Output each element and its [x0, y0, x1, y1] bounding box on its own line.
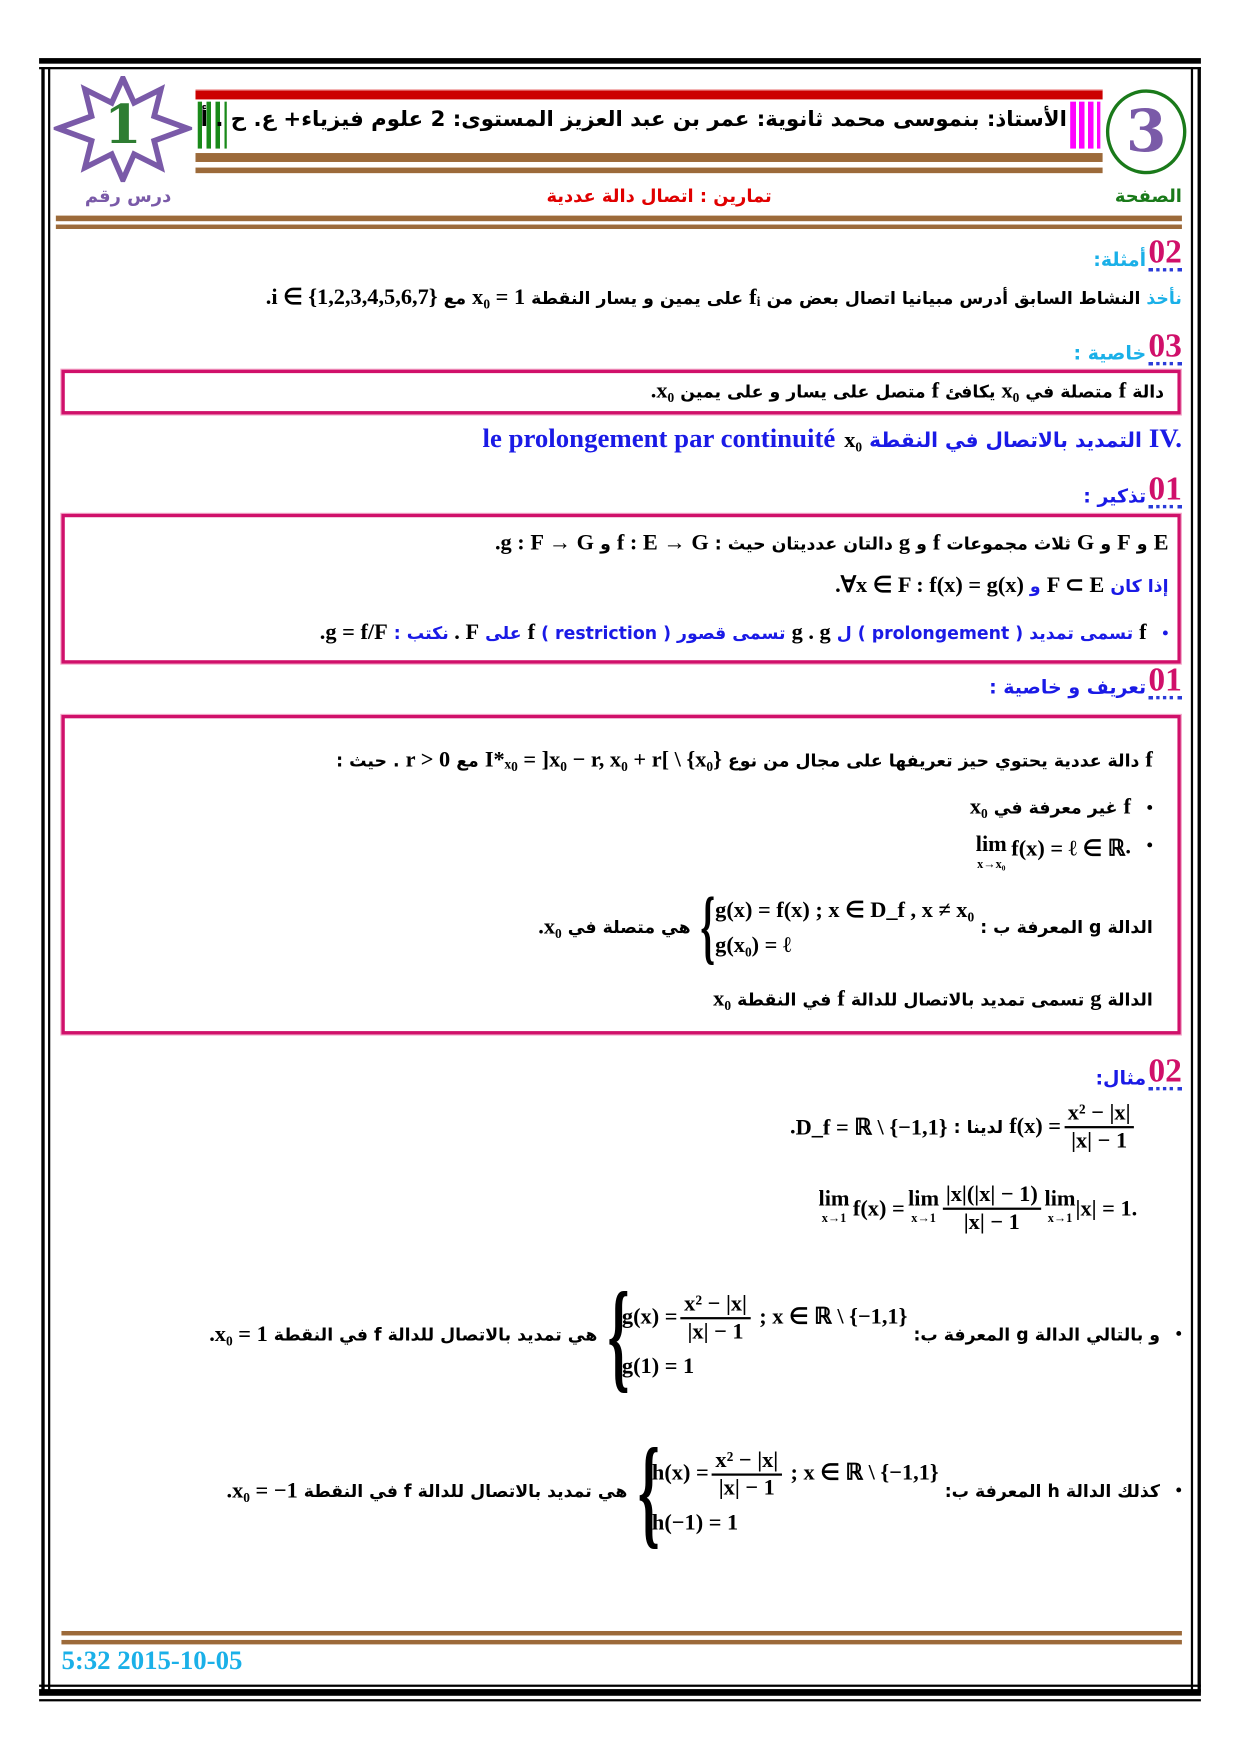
text: .: [265, 284, 272, 310]
math-text: x₀: [543, 914, 562, 939]
header-brown-bar: [195, 153, 1102, 162]
section-number: 01: [1148, 470, 1182, 508]
math-text: .: [220, 1478, 233, 1504]
text: |x| − 1: [718, 1475, 775, 1500]
header-brown-bar-2: [195, 168, 1102, 174]
math-text: f: [1123, 794, 1131, 819]
section-heading-example: [1095, 1052, 1182, 1091]
frame-right-rule: [1198, 67, 1201, 1692]
definition-bullet-1: [970, 794, 1153, 820]
math: f: [931, 378, 940, 404]
math-text: .: [532, 914, 544, 939]
text: |x|(|x| − 1): [942, 1182, 1041, 1210]
roman-numeral: IV.: [1148, 424, 1182, 454]
math: i ∈ {1,2,3,4,5,6,7}: [271, 284, 438, 310]
math-text: D_f = ℝ \ {−1,1}: [795, 1115, 948, 1141]
header-magenta-stripes: [1070, 102, 1100, 149]
text: هي تمديد بالاتصال للدالة f في النقطة: [297, 1481, 628, 1502]
math-group: [819, 1182, 1138, 1236]
text: إذا كان: [1104, 576, 1169, 597]
frame-right-rule-thin: [1191, 67, 1193, 1692]
footer-rule-2: [61, 1640, 1181, 1644]
math: x₀: [844, 427, 863, 453]
section-title: تذكير :: [1083, 485, 1147, 509]
math-group: [1064, 1100, 1133, 1154]
text: الدالة g المعرفة ب :: [974, 917, 1153, 938]
text: x→1: [911, 1212, 936, 1226]
math-text: .: [489, 530, 501, 556]
text: غير معرفة في: [987, 797, 1124, 818]
math-text: ∀x ∈ F : f(x) = g(x): [840, 573, 1024, 598]
text: x² − |x|: [1064, 1100, 1133, 1128]
math: fᵢ: [749, 284, 761, 310]
section-heading-property: [1073, 327, 1182, 366]
text: h(x) =: [651, 1460, 709, 1485]
brace-icon: {: [637, 1423, 660, 1560]
text: f(x) =: [852, 1195, 905, 1221]
header-bottom-rule: [56, 216, 1182, 222]
math-text: g = f/F: [325, 620, 388, 645]
text: متصلة في: [1019, 382, 1119, 403]
text: الدالة: [1101, 989, 1153, 1010]
math-group: [1044, 1186, 1076, 1229]
piecewise-system: [602, 1266, 908, 1404]
math-text: F ⊂ E: [1046, 573, 1105, 598]
math-text: g: [898, 530, 911, 556]
text: نأخذ: [1146, 288, 1182, 309]
text: .: [1131, 1195, 1138, 1221]
text: x→x₀: [977, 857, 1006, 872]
piecewise-system: [695, 881, 975, 974]
text: هي تمديد بالاتصال للدالة f في النقطة: [267, 1324, 598, 1346]
text: مع: [437, 288, 473, 309]
text: و: [1023, 576, 1047, 597]
section-number: 02: [1148, 233, 1182, 271]
bullet-icon: •: [1146, 836, 1153, 856]
text: g(1) = 1: [621, 1353, 695, 1378]
math-group: [622, 1291, 907, 1379]
bullet-icon: •: [1175, 1324, 1182, 1344]
math: x₀ = 1: [472, 284, 526, 310]
header-title: الأستاذ: بنموسى محمد ثانوية: عمر بن عبد العزيز المستوى: 2 علوم فيزياء+ ع. ح . أ: [200, 107, 1067, 132]
subtitle: تمارين : اتصال دالة عددية: [546, 185, 772, 207]
text: g(x) = f(x) ; x ∈ D_f , x ≠ x₀: [715, 898, 975, 923]
text: lim: [818, 1186, 850, 1211]
text: و بالتالي الدالة g المعرفة ب:: [907, 1324, 1161, 1346]
text: نكتب :: [387, 623, 449, 644]
text: دالة: [1126, 382, 1165, 403]
math-text: g: [819, 620, 831, 645]
brace-icon: {: [700, 881, 716, 974]
section-heading-reminder: [1083, 470, 1182, 509]
frame-bottom-rule: [39, 1689, 1201, 1696]
text: |x| = 1: [1075, 1195, 1132, 1221]
text: f(x) = ℓ ∈ ℝ: [1011, 836, 1126, 862]
math-text: g: [1090, 986, 1102, 1011]
text: و: [594, 533, 617, 555]
frame-left-rule: [41, 67, 44, 1692]
definition-bullet-2: [976, 834, 1153, 874]
example-function-definition: [784, 1100, 1137, 1154]
math-group: [715, 896, 974, 959]
math-text: g : F → G: [500, 530, 595, 556]
text: يكافئ: [939, 382, 1002, 403]
section-title: خاصية :: [1073, 342, 1147, 366]
math: f: [1118, 378, 1127, 404]
text: |x| − 1: [1071, 1128, 1128, 1153]
text: f(x) =: [1009, 1113, 1062, 1138]
text: و: [1130, 533, 1154, 555]
text: lim: [908, 1186, 940, 1211]
math-group: [1009, 1100, 1137, 1153]
math-text: x₀ = −1: [232, 1478, 298, 1504]
math: x₀: [656, 378, 675, 404]
section-title: مثال:: [1095, 1067, 1147, 1091]
french-title: le prolongement par continuité: [482, 424, 836, 454]
section-iv-heading: [483, 425, 1182, 455]
section-title: التمديد بالاتصال في النقطة: [862, 428, 1149, 453]
math-group: [976, 834, 1131, 874]
definition-line-1: [336, 747, 1153, 773]
math-group: [818, 1186, 850, 1229]
text: دالتان عدديتان حيث :: [708, 533, 899, 555]
math-text: f: [1145, 747, 1153, 772]
math-text: .: [802, 620, 820, 645]
definition-last-line: [713, 986, 1153, 1012]
text: ; x ∈ ℝ \ {−1,1}: [753, 1303, 908, 1329]
section-number: 03: [1148, 327, 1182, 365]
property-box: [61, 370, 1180, 415]
reminder-line-3: [314, 620, 1168, 646]
section-title: تعريف و خاصية :: [989, 676, 1147, 700]
math-group: [908, 1186, 940, 1229]
text: ; x ∈ ℝ \ {−1,1}: [784, 1460, 939, 1485]
page-label: الصفحة: [1114, 185, 1182, 207]
text: مع: [450, 750, 485, 771]
property-text: [645, 379, 1164, 405]
text: x→1: [821, 1212, 847, 1226]
frame-bottom-rule-thin2: [39, 1699, 1201, 1701]
text: على يمين و يسار النقطة: [525, 288, 750, 309]
example-g-extension: [203, 1266, 1182, 1404]
text: |x| − 1: [687, 1318, 744, 1344]
lesson-number: 1: [104, 93, 142, 157]
math-text: f: [932, 530, 941, 556]
text: . حيث :: [336, 750, 406, 771]
bullet-icon: •: [1146, 798, 1153, 818]
frame-top-rule: [39, 58, 1201, 64]
frame-top-rule-thin: [39, 67, 1201, 69]
bullet-icon: •: [1162, 624, 1169, 644]
math-text: x₀: [969, 794, 988, 819]
math-group: [681, 1291, 750, 1345]
reminder-line-1: [489, 531, 1168, 557]
text: ثلاث مجموعات: [940, 533, 1077, 555]
footer-datetime: 5:32 2015-10-05: [61, 1646, 243, 1676]
text: لدينا :: [947, 1117, 1010, 1138]
math-group: [652, 1447, 939, 1501]
definition-system-line: [532, 881, 1153, 974]
text: تسمى تمديد: [1023, 623, 1140, 644]
section-number: 02: [1148, 1052, 1182, 1090]
example-limit: [819, 1182, 1138, 1236]
text: تسمى تمديد بالاتصال للدالة: [844, 989, 1091, 1010]
math-text: F: [465, 620, 480, 645]
piecewise-system: [632, 1423, 939, 1560]
text: h(−1) = 1: [651, 1509, 739, 1535]
text: هي متصلة في: [561, 917, 691, 938]
text: متصل على يسار و على يمين: [674, 382, 932, 403]
math-text: E: [1153, 530, 1169, 556]
header-bottom-rule-2: [56, 225, 1182, 229]
reminder-line-2: [830, 571, 1169, 599]
math-text: f: [1139, 620, 1147, 645]
math-text: f : E → G: [616, 530, 709, 556]
math-group: [622, 1291, 907, 1345]
text: و: [1094, 533, 1118, 555]
text: دالة عددية يحتوي حيز تعريفها على مجال من نوع: [721, 750, 1146, 771]
math-text: F: [1117, 530, 1131, 556]
math-group: [942, 1182, 1041, 1236]
math-text: I*ₓ₀ = ]x₀ − r, x₀ + r[ \ {x₀}: [484, 747, 722, 772]
math: x₀: [1001, 378, 1020, 404]
section-title: أمثلة:: [1093, 249, 1147, 272]
brace-icon: {: [607, 1266, 630, 1404]
math-text: f: [837, 986, 845, 1011]
math-group: [652, 1447, 939, 1535]
section-heading-examples: [1093, 233, 1182, 272]
math-text: .: [784, 1114, 796, 1139]
text: النشاط السابق أدرس مبيانيا اتصال بعض من: [760, 288, 1147, 309]
text: x→1: [1047, 1212, 1073, 1226]
text: و: [910, 533, 933, 555]
text: تسمى قصور ( restriction ): [535, 623, 792, 644]
text: ( prolongement ) ل: [830, 623, 1024, 644]
text: .: [1125, 834, 1131, 860]
text: lim: [1044, 1186, 1076, 1211]
footer-rule: [61, 1631, 1181, 1635]
bullet-icon: •: [1175, 1481, 1182, 1501]
reminder-box: [61, 514, 1180, 664]
math-group: [976, 834, 1007, 874]
section-heading-definition: [989, 661, 1182, 700]
frame-bottom-rule-thin: [39, 1685, 1201, 1687]
page-number-circle: [1106, 89, 1186, 174]
math-group: [712, 1447, 781, 1501]
math-text: G: [1076, 530, 1095, 556]
frame-left-rule-thin: [48, 67, 50, 1692]
math-text: .: [829, 573, 841, 598]
header-red-bar: [195, 89, 1102, 99]
math-text: .: [448, 620, 466, 645]
text: كذلك الدالة h المعرفة ب:: [938, 1481, 1161, 1502]
text: x² − |x|: [712, 1447, 781, 1475]
page-number: 3: [1125, 97, 1167, 166]
examples-text: [266, 283, 1182, 311]
lesson-number-star-logo: [54, 76, 193, 182]
lesson-label: درس رقم: [84, 185, 172, 207]
text: g(x) =: [621, 1303, 678, 1329]
text: g(x₀) = ℓ: [715, 932, 792, 958]
math-text: .: [314, 620, 326, 645]
text: في النقطة: [731, 989, 838, 1010]
text: x² − |x|: [681, 1291, 750, 1319]
math-text: f: [527, 620, 536, 645]
definition-box: [61, 715, 1180, 1034]
math-text: x₀ = 1: [214, 1322, 268, 1347]
math-text: .: [203, 1322, 215, 1347]
text: .: [645, 378, 657, 404]
text: |x| − 1: [963, 1209, 1020, 1235]
math-text: g: [791, 620, 803, 645]
example-h-extension: [220, 1423, 1182, 1560]
text: على: [479, 623, 528, 644]
math-text: r > 0: [405, 747, 451, 772]
math-text: x₀: [713, 986, 732, 1011]
text: lim: [975, 832, 1007, 857]
section-number: 01: [1148, 661, 1182, 699]
